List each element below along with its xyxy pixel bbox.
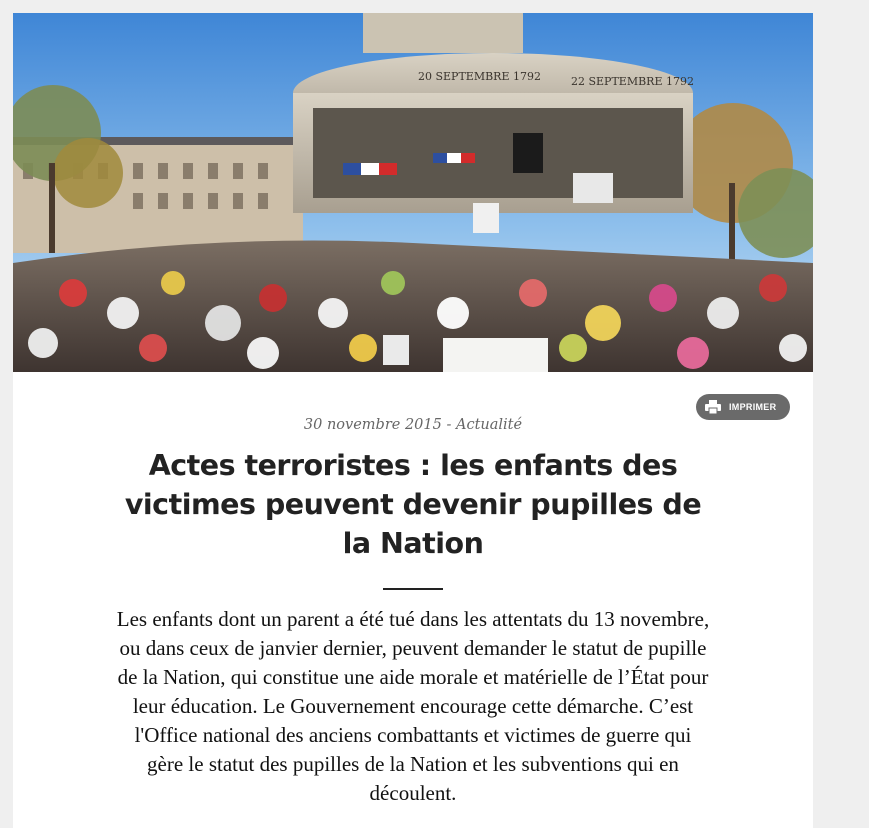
hero-photo <box>13 13 813 372</box>
print-button-label: IMPRIMER <box>729 402 777 412</box>
hero-image <box>13 13 813 372</box>
article-card <box>13 13 813 828</box>
article-lead: Les enfants dont un parent a été tué dans les attentats du 13 novembre, ou dans ceux de janvier dernier, peuvent demander le statut de pupille de la Nation, qui constitue une aide morale et matérielle de l’État pour leur éducation. Le Gouvernement encourage cette démarche. C’est l'Office national des anciens combattants et victimes de guerre qui gère le statut des pupilles de la Nation et les subventions qui en découlent. <box>116 607 710 805</box>
printer-icon <box>705 400 721 414</box>
article-meta: 30 novembre 2015 - Actualité <box>303 417 523 433</box>
article-title: Actes terroristes : les enfants des victimes peuvent devenir pupilles de la Nation <box>124 449 702 560</box>
monument-inscription-right: 22 SEPTEMBRE 1792 <box>571 75 694 88</box>
monument-inscription-left: 20 SEPTEMBRE 1792 <box>418 70 541 83</box>
title-divider <box>383 588 443 590</box>
